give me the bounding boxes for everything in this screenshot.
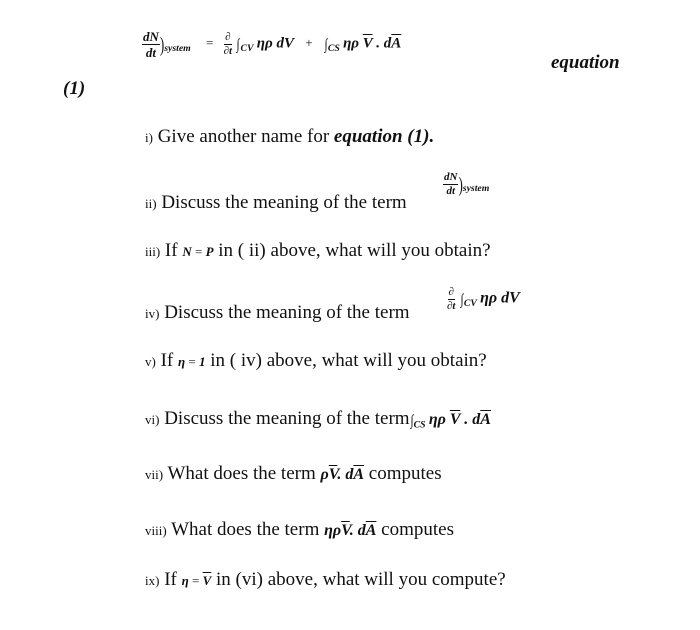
cs-velocity: $\overline{V}$ — [449, 411, 461, 428]
term-cs-integral — [410, 411, 491, 431]
dn-dt-fraction — [443, 172, 458, 197]
question-text-after: in ( ii) above, what will you obtain? — [213, 240, 491, 261]
partial-derivative — [223, 32, 234, 57]
term-eta-rho: ηρ — [324, 522, 342, 539]
partial-numerator: ∂ — [448, 286, 454, 298]
question-emphasis: equation (1). — [333, 126, 435, 147]
question-iv — [145, 302, 410, 324]
term-rhs: P — [205, 244, 214, 259]
integral-sign-cv: ∫ — [236, 36, 240, 53]
system-subscript: system — [164, 42, 191, 54]
partial-numerator: ∂ — [225, 31, 231, 43]
question-text-after: computes — [376, 519, 454, 540]
question-text: Discuss the meaning of the term — [161, 192, 407, 213]
question-v — [145, 350, 487, 372]
question-iii — [145, 240, 491, 262]
equals-sign: = — [206, 35, 214, 51]
question-text-before: What does the term — [167, 463, 321, 484]
term-area: $\overline{A}$ — [353, 466, 365, 483]
question-numeral: vii) — [145, 467, 164, 482]
fraction-denominator: dt — [446, 185, 455, 197]
term-eta-equals-v — [182, 573, 212, 588]
question-text-before: If — [164, 240, 183, 261]
dn-dt-fraction — [142, 30, 160, 59]
term-lhs: η — [181, 573, 189, 588]
question-numeral: ix) — [145, 573, 160, 588]
question-numeral: iv) — [145, 306, 160, 321]
fraction-denominator: dt — [145, 45, 156, 60]
cs-area: $\overline{A}$ — [391, 35, 402, 52]
question-text: Discuss the meaning of the term — [164, 408, 410, 429]
close-paren: ) — [458, 171, 463, 196]
question-text: Give another name for — [157, 126, 334, 147]
question-viii — [145, 519, 454, 541]
question-text: Discuss the meaning of the term — [164, 302, 410, 323]
term-lhs: N — [182, 244, 192, 259]
question-numeral: i) — [145, 130, 153, 145]
partial-denominator: ∂t — [223, 45, 233, 57]
partial-derivative — [446, 287, 457, 312]
question-text-before: If — [164, 569, 182, 590]
cv-integrand: ηρ dV — [480, 289, 520, 307]
integral-sign-cv: ∫ — [460, 291, 464, 308]
cs-integrand — [343, 35, 401, 51]
term-eta-equals-one — [178, 354, 205, 369]
question-vi — [145, 408, 491, 430]
integral-sign-cs: ∫ — [324, 36, 328, 53]
fraction-numerator: dN — [143, 29, 159, 44]
question-numeral: ii) — [145, 196, 157, 211]
term-rho-v-da — [321, 466, 365, 483]
question-numeral: viii) — [145, 523, 167, 538]
term-velocity: $\overline{V}$ — [328, 466, 338, 483]
cs-integrand — [429, 411, 491, 428]
term-equals: = — [185, 354, 199, 369]
term-n-equals-p — [182, 244, 213, 259]
question-text-after: in ( iv) above, what will you obtain? — [205, 350, 487, 371]
partial-denominator: ∂t — [447, 300, 456, 312]
term-eta-rho-v-da — [324, 522, 376, 539]
question-ix — [145, 569, 506, 591]
cs-dot: . d — [372, 35, 392, 52]
term-velocity: $\overline{V}$ — [341, 522, 350, 539]
question-vii — [145, 463, 442, 485]
plus-sign: + — [305, 35, 313, 51]
governing-equation — [142, 30, 401, 59]
equation-number: (1) — [63, 78, 86, 99]
cs-eta-rho: ηρ — [428, 411, 446, 428]
cs-dot: . d — [460, 411, 481, 428]
fraction-numerator: dN — [444, 171, 458, 183]
cv-subscript: CV — [240, 42, 254, 54]
cs-subscript: CS — [413, 419, 426, 431]
cv-subscript: CV — [463, 297, 477, 309]
equation-label: equation — [551, 52, 620, 73]
question-text-before: What does the term — [171, 519, 325, 540]
term-rho: ρ — [320, 466, 329, 483]
close-paren: ) — [159, 31, 165, 56]
term-equals: = — [188, 573, 203, 588]
cs-subscript: CS — [327, 42, 340, 54]
term-equals: = — [191, 244, 206, 259]
question-i — [145, 126, 434, 148]
system-subscript: system — [462, 182, 490, 194]
term-dot: . d — [349, 522, 366, 539]
question-text-after: computes — [364, 463, 442, 484]
question-text-before: If — [160, 350, 178, 371]
integral-sign-cs: ∫ — [410, 413, 414, 430]
cs-velocity: $\overline{V}$ — [362, 35, 373, 52]
term-rhs: 1 — [198, 354, 206, 369]
cs-area: $\overline{A}$ — [480, 411, 491, 428]
term-rhs: $\overline{V}$ — [202, 573, 212, 588]
term-area: $\overline{A}$ — [365, 522, 377, 539]
term-dot: . d — [337, 466, 354, 483]
term-lhs: η — [178, 354, 186, 369]
term-partial-cv-integral — [446, 287, 520, 312]
question-ii — [145, 192, 407, 214]
question-text-after: in (vi) above, what will you compute? — [211, 569, 506, 590]
cs-eta-rho: ηρ — [343, 35, 360, 52]
question-numeral: v) — [145, 354, 156, 369]
cv-integrand: ηρ dV — [256, 35, 294, 52]
question-numeral: iii) — [145, 244, 161, 259]
question-numeral: vi) — [145, 412, 160, 427]
term-dn-dt-system — [443, 172, 489, 197]
